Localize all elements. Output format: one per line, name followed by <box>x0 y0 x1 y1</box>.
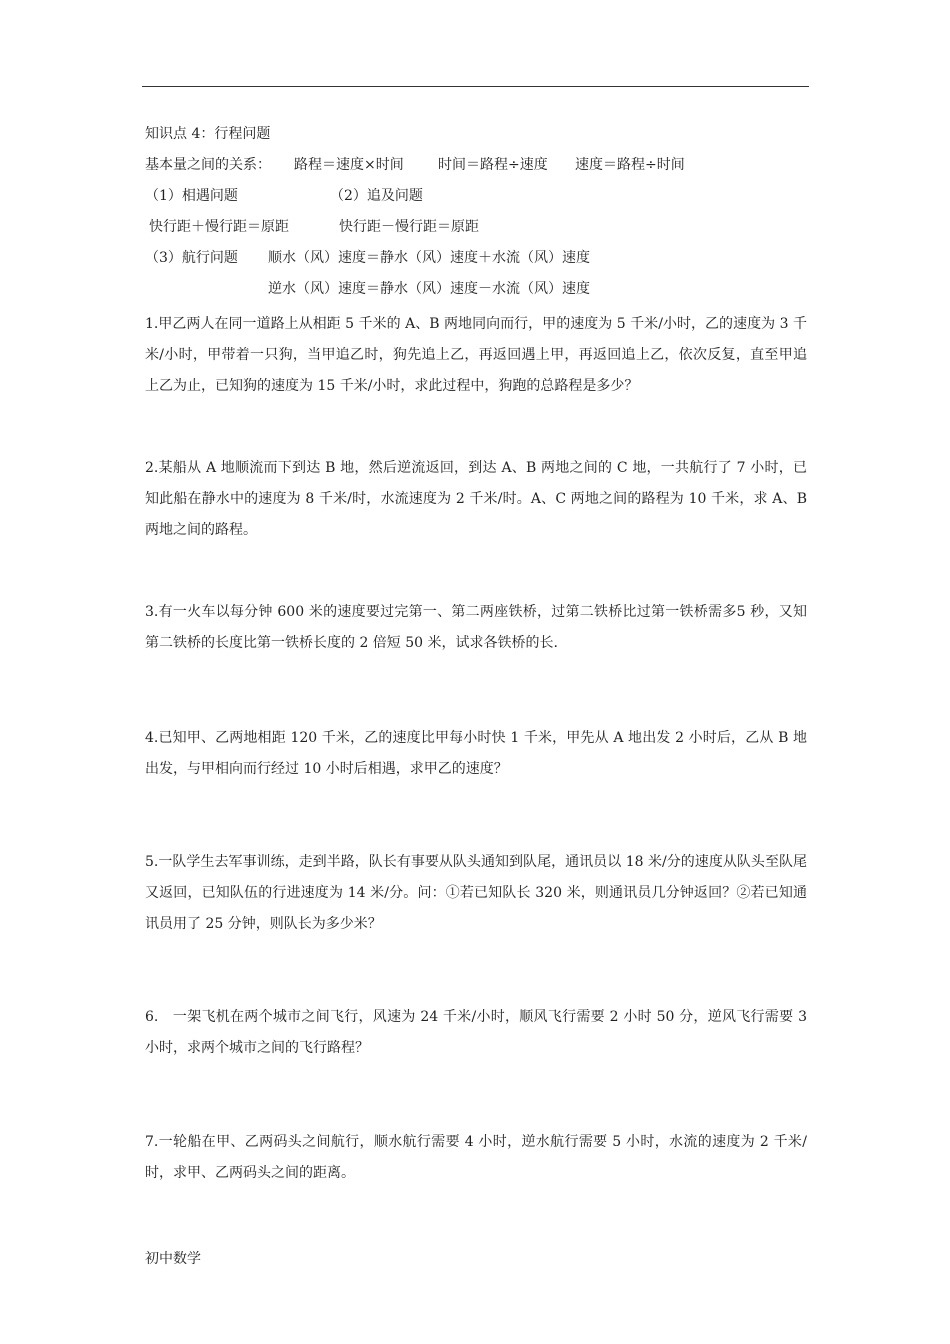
problem-6: 6. 一架飞机在两个城市之间飞行，风速为 24 千米/小时，顺风飞行需要 2 小时 50 分，逆风飞行需要 3 小时，求两个城市之间的飞行路程？ <box>145 1009 807 1056</box>
downstream-formula: 顺水（风）速度＝静水（风）速度＋水流（风）速度 <box>268 250 590 266</box>
meet-formula: 快行距＋慢行距＝原距 <box>149 219 289 235</box>
chase-formula: 快行距－慢行距＝原距 <box>339 219 479 235</box>
category-chase: （2）追及问题 <box>330 188 423 204</box>
problem-3: 3.有一火车以每分钟 600 米的速度要过完第一、第二两座铁桥，过第二铁桥比过第一铁桥需多5 秒，又知第二铁桥的长度比第一铁桥长度的 2 倍短 50 米，试求各铁桥的长. <box>145 604 807 651</box>
footer-label: 初中数学 <box>145 1251 201 1267</box>
header-rule <box>142 86 809 87</box>
category-meet: （1）相遇问题 <box>145 188 238 204</box>
problem-5: 5.一队学生去军事训练，走到半路，队长有事要从队头通知到队尾，通讯员以 18 米/分的速度从队头至队尾又返回，已知队伍的行进速度为 14 米/分。问：①若已知队长 320 米，则通讯员几分钟返回？②若已知通讯员用了 25 分钟，则队长为多少米？ <box>145 854 807 932</box>
problem-7: 7.一轮船在甲、乙两码头之间航行，顺水航行需要 4 小时，逆水航行需要 5 小时，水流的速度为 2 千米/时，求甲、乙两码头之间的距离。 <box>145 1134 807 1181</box>
relations-label: 基本量之间的关系： <box>145 157 271 173</box>
formula-time: 时间＝路程÷速度 <box>438 157 548 173</box>
problem-2: 2.某船从 A 地顺流而下到达 B 地，然后逆流返回，到达 A、B 两地之间的 C 地，一共航行了 7 小时，已知此船在静水中的速度为 8 千米/时，水流速度为 2 千米/时。A、C 两地之间的路程为 10 千米，求 A、B 两地之间的路程。 <box>145 460 807 538</box>
formula-distance: 路程＝速度×时间 <box>294 157 404 173</box>
problem-1: 1.甲乙两人在同一道路上从相距 5 千米的 A、B 两地同向而行，甲的速度为 5 千米/小时，乙的速度为 3 千米/小时，甲带着一只狗，当甲追乙时，狗先追上乙，再返回遇上甲，再返回追上乙，依次反复，直至甲追上乙为止，已知狗的速度为 15 千米/小时，求此过程中，狗跑的总路程是多少？ <box>145 316 807 394</box>
section-title: 知识点 4：行程问题 <box>145 126 271 142</box>
upstream-formula: 逆水（风）速度＝静水（风）速度－水流（风）速度 <box>268 281 590 297</box>
category-sail: （3）航行问题 <box>145 250 238 266</box>
formula-speed: 速度＝路程÷时间 <box>575 157 685 173</box>
problem-4: 4.已知甲、乙两地相距 120 千米，乙的速度比甲每小时快 1 千米，甲先从 A 地出发 2 小时后，乙从 B 地出发，与甲相向而行经过 10 小时后相遇，求甲乙的速度？ <box>145 730 807 777</box>
